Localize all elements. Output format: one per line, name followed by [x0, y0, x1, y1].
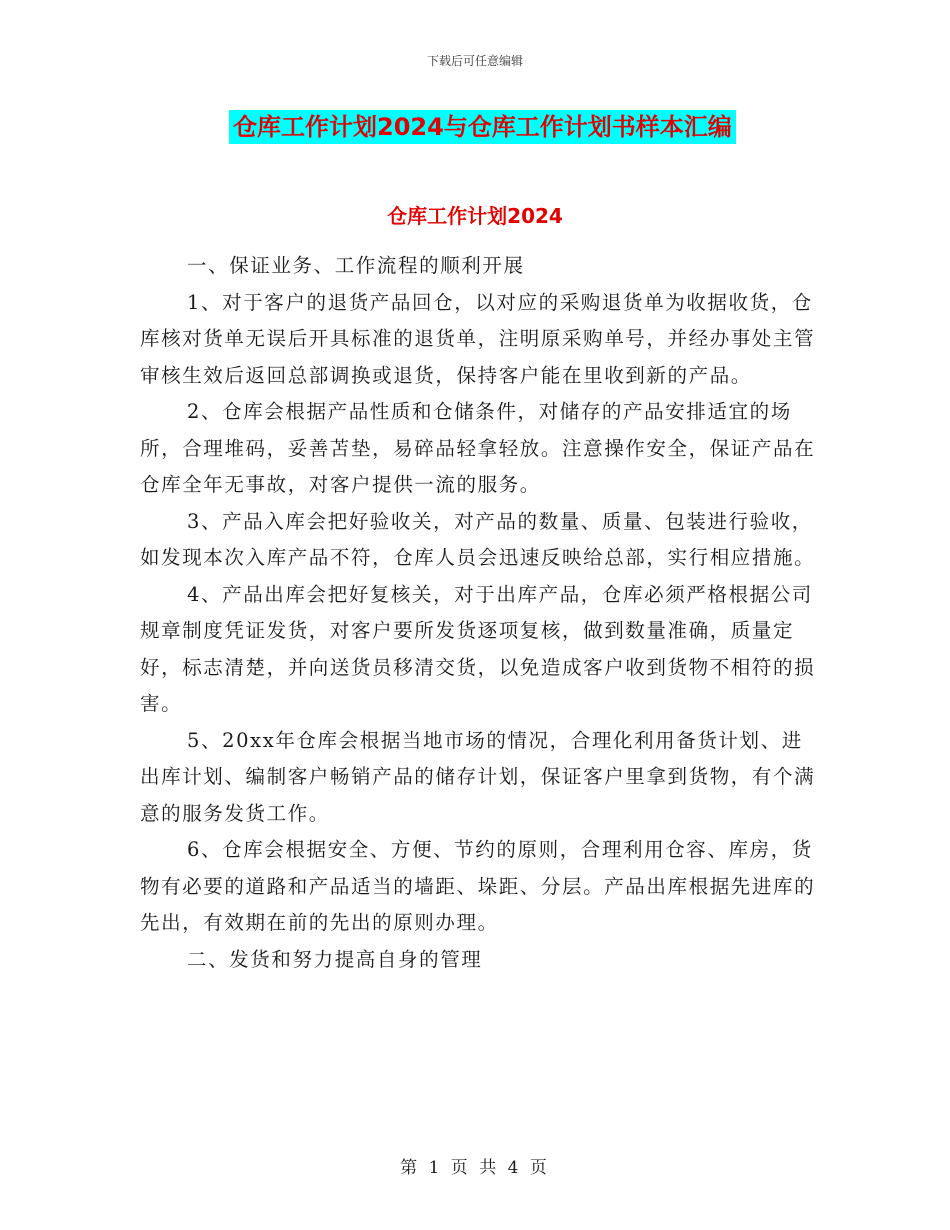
section-title: 仓库工作计划2024	[387, 204, 563, 228]
document-title: 仓库工作计划2024与仓库工作计划书样本汇编	[229, 110, 736, 144]
paragraph-4: 4、产品出库会把好复核关，对于出库产品，仓库必须严格根据公司规章制度凭证发货，对客户要所发货逐项复核，做到数量准确，质量定好，标志清楚，并向送货员移清交货，以免造成客户收到货物不相符的损害。	[140, 582, 816, 715]
paragraph-5: 5、20xx年仓库会根据当地市场的情况，合理化利用备货计划、进出库计划、编制客户畅销产品的储存计划，保证客户里拿到货物，有个满意的服务发货工作。	[140, 728, 816, 825]
subheading-1: 一、保证业务、工作流程的顺利开展	[187, 254, 525, 277]
page-number-footer: 第 1 页 共 4 页	[400, 1158, 550, 1178]
paragraph-6: 6、仓库会根据安全、方便、节约的原则，合理利用仓容、库房，货物有必要的道路和产品适当的墙距、垛距、分层。产品出库根据先进库的先出，有效期在前的先出的原则办理。	[140, 838, 816, 934]
paragraph-2: 2、仓库会根据产品性质和仓储条件，对储存的产品安排适宜的场所，合理堆码，妥善苫垫，易碎品轻拿轻放。注意操作安全，保证产品在仓库全年无事故，对客户提供一流的服务。	[140, 400, 816, 496]
paragraph-1: 1、对于客户的退货产品回仓，以对应的采购退货单为收据收货，仓库核对货单无误后开具标准的退货单，注明原采购单号，并经办事处主管审核生效后返回总部调换或退货，保持客户能在里收到新的产品。	[140, 290, 816, 387]
document-body	[140, 248, 820, 978]
subheading-2: 二、发货和努力提高自身的管理	[187, 947, 483, 971]
header-note: 下载后可任意编辑	[426, 54, 523, 68]
paragraph-3: 3、产品入库会把好验收关，对产品的数量、质量、包装进行验收，如发现本次入库产品不符，仓库人员会迅速反映给总部，实行相应措施。	[140, 509, 816, 569]
